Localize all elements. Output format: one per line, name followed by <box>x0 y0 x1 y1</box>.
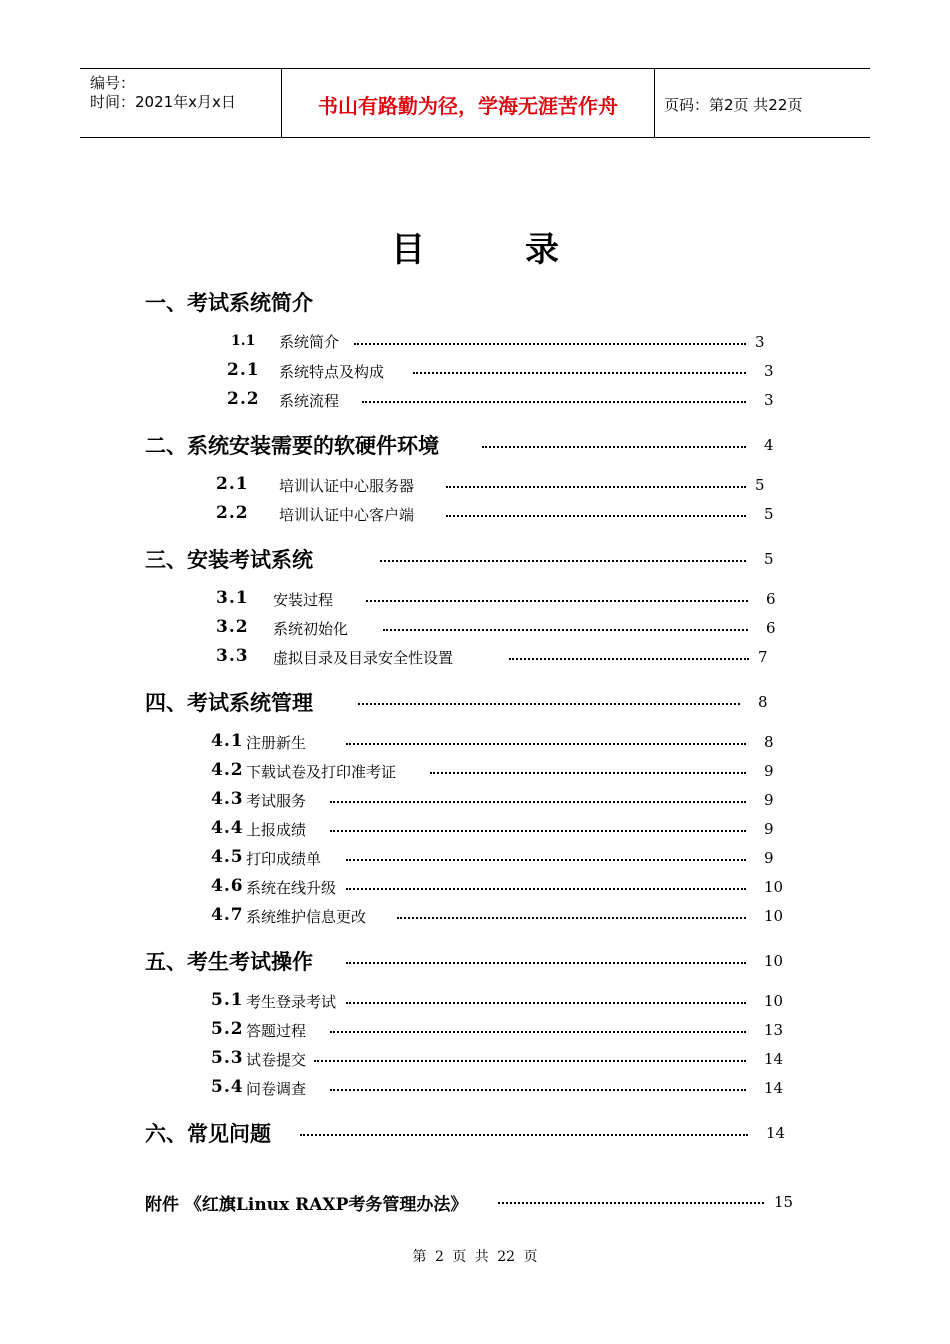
toc-item-number: 4.3 <box>211 789 244 809</box>
toc-item-number: 2.2 <box>216 503 249 523</box>
toc-leader-dots <box>346 960 746 964</box>
toc-leader-dots <box>498 1200 764 1204</box>
toc-item-number: 2.1 <box>227 360 260 380</box>
toc-item-label: 打印成绩单 <box>246 850 322 868</box>
header-code: 编号： <box>90 74 136 92</box>
toc-item-label: 考试服务 <box>246 792 307 810</box>
toc-section-2: 二、系统安装需要的软硬件环境 <box>145 434 439 458</box>
toc-leader-dots <box>362 399 746 403</box>
toc-item-label: 答题过程 <box>246 1022 307 1040</box>
toc-section-3: 三、安装考试系统 <box>145 548 313 572</box>
toc-section-1: 一、考试系统简介 <box>145 291 313 315</box>
toc-item-number: 5.4 <box>211 1077 244 1097</box>
toc-leader-dots <box>482 444 746 448</box>
toc-item-number: 3.3 <box>216 646 249 666</box>
toc-section-page: 14 <box>766 1124 786 1142</box>
document-header <box>80 68 870 138</box>
toc-item-label: 虚拟目录及目录安全性设置 <box>273 649 454 667</box>
toc-leader-dots <box>383 627 748 631</box>
toc-item-number: 1.1 <box>231 333 256 349</box>
toc-item-label: 系统初始化 <box>273 620 349 638</box>
toc-item-page: 8 <box>764 733 774 751</box>
toc-leader-dots <box>380 558 746 562</box>
toc-item-number: 3.2 <box>216 617 249 637</box>
toc-leader-dots <box>397 915 746 919</box>
toc-section-page: 8 <box>758 693 768 711</box>
header-meta-cell <box>80 69 282 137</box>
toc-item-page: 14 <box>764 1050 784 1068</box>
toc-item-number: 4.6 <box>211 876 244 896</box>
toc-section-page: 5 <box>764 550 774 568</box>
toc-leader-dots <box>330 1087 746 1091</box>
toc-item-number: 5.1 <box>211 990 244 1010</box>
toc-item-page: 14 <box>764 1079 784 1097</box>
toc-item-number: 4.2 <box>211 760 244 780</box>
toc-leader-dots <box>509 656 749 660</box>
toc-section-page: 4 <box>764 436 774 454</box>
toc-item-number: 3.1 <box>216 588 249 608</box>
toc-item-label: 试卷提交 <box>246 1051 307 1069</box>
toc-leader-dots <box>346 886 746 890</box>
toc-leader-dots <box>346 1000 746 1004</box>
header-motto-cell <box>282 69 655 137</box>
toc-item-page: 6 <box>766 619 776 637</box>
page-footer: 第 2 页 共 22 页 <box>412 1249 538 1265</box>
toc-item-page: 13 <box>764 1021 784 1039</box>
toc-item-label: 下载试卷及打印准考证 <box>246 763 397 781</box>
toc-section-page: 10 <box>764 952 784 970</box>
toc-leader-dots <box>358 701 740 705</box>
toc-item-label: 考生登录考试 <box>246 993 337 1011</box>
toc-item-number: 2.1 <box>216 474 249 494</box>
toc-leader-dots <box>430 770 746 774</box>
toc-item-page: 10 <box>764 907 784 925</box>
toc-item-number: 2.2 <box>227 389 260 409</box>
toc-item-page: 3 <box>764 362 774 380</box>
toc-item-page: 3 <box>764 391 774 409</box>
toc-leader-dots <box>446 513 746 517</box>
header-page-info: 页码：第2页 共22页 <box>664 96 803 114</box>
toc-item-label: 培训认证中心客户端 <box>279 506 415 524</box>
toc-item-page: 9 <box>764 849 774 867</box>
toc-item-number: 4.1 <box>211 731 244 751</box>
toc-item-number: 5.2 <box>211 1019 244 1039</box>
toc-item-label: 系统在线升级 <box>246 879 337 897</box>
toc-leader-dots <box>446 484 746 488</box>
toc-leader-dots <box>300 1132 748 1136</box>
toc-leader-dots <box>354 341 746 345</box>
toc-section-5: 五、考生考试操作 <box>145 950 313 974</box>
toc-item-page: 10 <box>764 992 784 1010</box>
page-title: 目录 <box>391 230 659 270</box>
toc-leader-dots <box>346 857 746 861</box>
toc-leader-dots <box>330 799 746 803</box>
toc-section-4: 四、考试系统管理 <box>145 691 313 715</box>
toc-leader-dots <box>346 741 746 745</box>
toc-leader-dots <box>366 598 748 602</box>
toc-item-label: 问卷调查 <box>246 1080 307 1098</box>
toc-item-label: 上报成绩 <box>246 821 307 839</box>
toc-item-label: 系统维护信息更改 <box>246 908 367 926</box>
toc-item-number: 5.3 <box>211 1048 244 1068</box>
toc-item-label: 系统流程 <box>279 392 340 410</box>
toc-leader-dots <box>330 828 746 832</box>
toc-leader-dots <box>330 1029 746 1033</box>
toc-item-label: 系统简介 <box>279 333 340 351</box>
header-motto: 书山有路勤为径，学海无涯苦作舟 <box>318 94 618 118</box>
toc-leader-dots <box>413 370 746 374</box>
toc-item-page: 5 <box>764 505 774 523</box>
toc-item-label: 注册新生 <box>246 734 307 752</box>
toc-item-page: 9 <box>764 762 774 780</box>
toc-item-number: 4.5 <box>211 847 244 867</box>
toc-item-page: 7 <box>758 648 768 666</box>
toc-item-page: 9 <box>764 820 774 838</box>
toc-section-6: 六、常见问题 <box>145 1122 271 1146</box>
toc-leader-dots <box>314 1058 746 1062</box>
toc-item-page: 6 <box>766 590 776 608</box>
toc-item-label: 培训认证中心服务器 <box>279 477 415 495</box>
toc-item-number: 4.7 <box>211 905 244 925</box>
toc-item-page: 3 <box>755 333 765 351</box>
toc-item-page: 10 <box>764 878 784 896</box>
toc-appendix-page: 15 <box>774 1193 794 1211</box>
toc-item-page: 5 <box>755 476 765 494</box>
header-page-cell <box>655 69 870 137</box>
header-time: 时间：2021年x月x日 <box>90 93 236 111</box>
toc-item-label: 系统特点及构成 <box>279 363 385 381</box>
toc-item-label: 安装过程 <box>273 591 334 609</box>
toc-item-number: 4.4 <box>211 818 244 838</box>
toc-appendix: 附件 《红旗Linux RAXP考务管理办法》 <box>145 1195 468 1215</box>
toc-item-page: 9 <box>764 791 774 809</box>
